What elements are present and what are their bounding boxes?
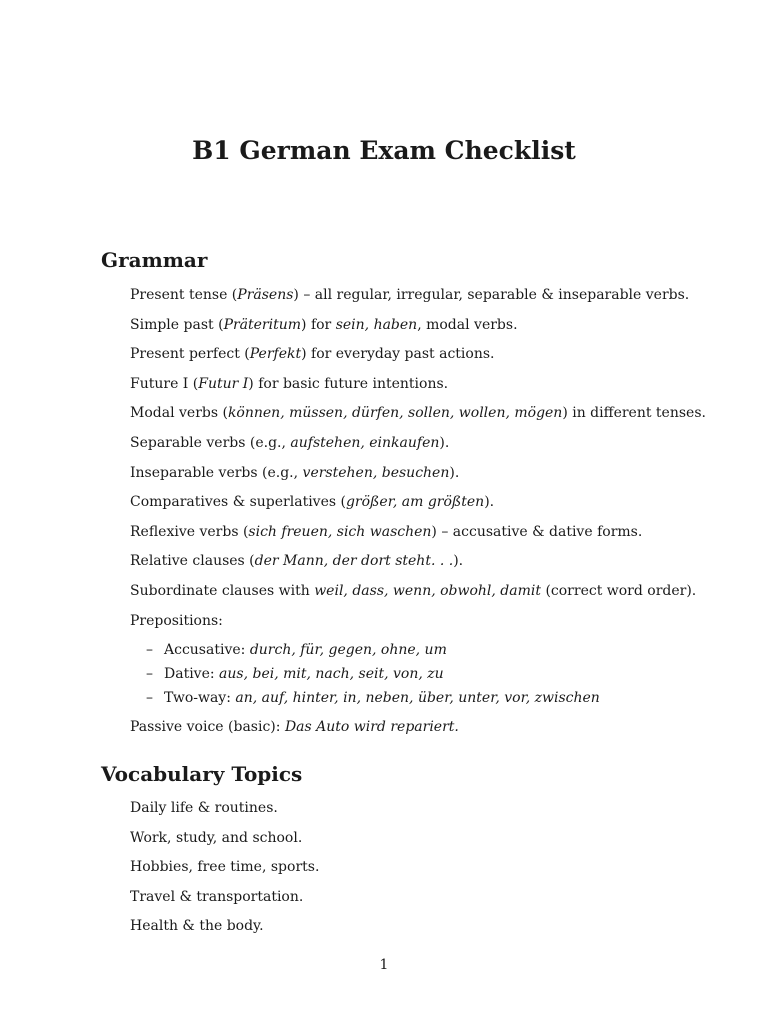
list-item: Prepositions: [130,613,223,629]
section-heading-grammar: Grammar [101,248,208,272]
list-item: Health & the body. [130,918,264,934]
list-item: Comparatives & superlatives (größer, am größten). [130,494,495,510]
sub-list-item: – Two-way: an, auf, hinter, in, neben, über, unter, vor, zwischen [146,690,600,706]
section-heading-vocabulary: Vocabulary Topics [101,762,303,786]
list-item: Separable verbs (e.g., aufstehen, einkaufen). [130,435,450,451]
list-item: Relative clauses (der Mann, der dort steht. . .). [130,553,464,569]
page-number: 1 [379,957,389,973]
sub-list-item: – Dative: aus, bei, mit, nach, seit, von, zu [146,666,444,682]
sub-list-item: – Accusative: durch, für, gegen, ohne, um [146,642,447,658]
list-item: Hobbies, free time, sports. [130,859,320,875]
list-item: Future I (Futur I) for basic future intentions. [130,376,449,392]
list-item: Work, study, and school. [130,830,303,846]
list-item: Passive voice (basic): Das Auto wird repariert. [130,719,459,735]
list-item: Simple past (Präteritum) for sein, haben, modal verbs. [130,317,518,333]
list-item: Daily life & routines. [130,800,278,816]
list-item: Present tense (Präsens) – all regular, irregular, separable & inseparable verbs. [130,287,690,303]
page-title: B1 German Exam Checklist [192,136,576,165]
list-item: Present perfect (Perfekt) for everyday past actions. [130,346,495,362]
list-item: Reflexive verbs (sich freuen, sich waschen) – accusative & dative forms. [130,524,643,540]
list-item: Inseparable verbs (e.g., verstehen, besuchen). [130,465,460,481]
list-item: Modal verbs (können, müssen, dürfen, sollen, wollen, mögen) in different tenses. [130,405,706,421]
list-item: Subordinate clauses with weil, dass, wenn, obwohl, damit (correct word order). [130,583,697,599]
list-item: Travel & transportation. [130,889,304,905]
